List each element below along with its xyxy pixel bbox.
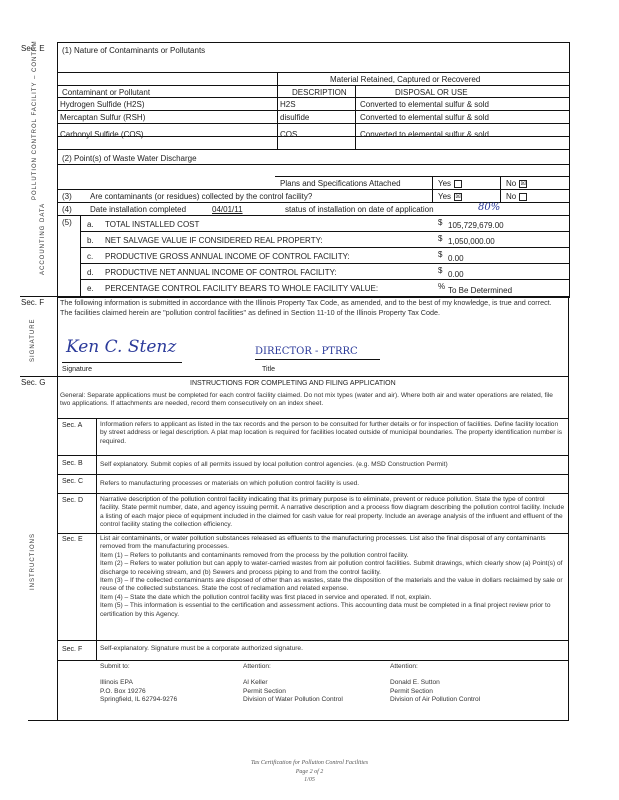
sec-g-label: Sec. G — [21, 378, 46, 387]
pollutant-cell: Mercaptan Sulfur (RSH) — [60, 113, 146, 122]
description-cell: disulfide — [280, 113, 310, 122]
item4-num: (4) — [62, 205, 72, 214]
disposal-cell: Converted to elemental sulfur & sold — [360, 113, 489, 122]
sec-g-side-label: INSTRUCTIONS — [30, 533, 36, 590]
row-label: PRODUCTIVE GROSS ANNUAL INCOME OF CONTROL FACILITY: — [105, 252, 350, 261]
percentage-value: To Be Determined — [448, 286, 513, 295]
gross-income: 0.00 — [448, 254, 464, 263]
sec-b-text: Self explanatory. Submit copies of all permits issued by local pollution control agencies. (e.g. MSD Construction Permit) — [100, 461, 448, 468]
row-symbol: $ — [438, 250, 443, 259]
net-income: 0.00 — [448, 270, 464, 279]
row-symbol: $ — [438, 234, 443, 243]
submit-to-block: Submit to: Illinois EPA P.O. Box 19276 Springfield, IL 62794-9276 — [100, 663, 178, 704]
item1-title: (1) Nature of Contaminants or Pollutants — [62, 46, 206, 55]
pollutant-cell: Carbonyl Sulfide (COS) — [60, 130, 144, 139]
footer-title: Tax Certification for Pollution Control Facilities — [250, 760, 369, 766]
net-salvage-value: 1,050,000.00 — [448, 237, 495, 246]
item5-num: (5) — [62, 218, 72, 227]
description-cell: COS — [280, 130, 298, 139]
plans-label: Plans and Specifications Attached — [280, 179, 401, 188]
attention-air-block: Attention: Donald E. Sutton Permit Section Division of Air Pollution Control — [390, 663, 481, 704]
row-symbol: % — [438, 282, 446, 291]
sec-f-label: Sec. F — [21, 298, 45, 307]
item3-num: (3) — [62, 192, 72, 201]
sec-e-side-label: POLLUTION CONTROL FACILITY – CONTAM — [32, 40, 38, 200]
item4-label: Date installation completed — [90, 205, 187, 214]
row-symbol: $ — [438, 266, 443, 275]
sec-a-label: Sec. A — [62, 422, 83, 429]
row-letter: a. — [87, 220, 94, 229]
col-disposal: DISPOSAL OR USE — [395, 88, 468, 97]
row-label: PRODUCTIVE NET ANNUAL INCOME OF CONTROL FACILITY: — [105, 268, 337, 277]
install-status: 80% — [478, 202, 501, 213]
instructions-title: INSTRUCTIONS FOR COMPLETING AND FILING APPLICATION — [190, 380, 396, 387]
item3-question: Are contaminants (or residues) collected by the control facility? — [90, 192, 313, 201]
footer-code: 1/05 — [304, 777, 315, 783]
item4-status-label: status of installation on date of application — [285, 205, 434, 214]
signature-label: Signature — [62, 366, 92, 373]
col-description: DESCRIPTION — [292, 88, 347, 97]
install-date: 04/01/11 — [212, 205, 243, 214]
sec-b-label: Sec. B — [62, 460, 83, 467]
row-letter: b. — [87, 236, 94, 245]
collected-yes-checkbox[interactable]: Yes ☒ — [438, 192, 461, 201]
title-label: Title — [262, 366, 275, 373]
sec-c-text: Refers to manufacturing processes or materials on which pollution control facility is used. — [100, 480, 360, 487]
row-label: TOTAL INSTALLED COST — [105, 220, 200, 229]
item2-title: (2) Point(s) of Waste Water Discharge — [62, 154, 197, 163]
attention-water-block: Attention: Al Keller Permit Section Division of Water Pollution Control — [243, 663, 343, 704]
general-instructions: General: Separate applications must be completed for each control facility claimed. Do not mix types (water and air). Where both air and water operations are related, file two applications. If attachments are needed, record them consecutively on an index sheet. — [60, 392, 553, 408]
material-header: Material Retained, Captured or Recovered — [330, 75, 481, 84]
sec-a-text: Information refers to applicant as listed in the tax records and the person to be consulted for further details or for inspection of facilities. Define facility location by street address or legal description. A plat map location is required for facilities located outside of municipal boundaries. The property identification number is required. — [100, 421, 563, 445]
accounting-side-label: ACCOUNTING DATA — [40, 202, 46, 275]
sec-f-side-label: SIGNATURE — [30, 318, 36, 362]
sec-d-text: Narrative description of the pollution control facility indicating that its primary purpose is to eliminate, prevent or reduce pollution. State the type of control facility. State permit number, date, and agency issuing permit. A narrative description and a process flow diagram describing the pollution control facility. Include a listing of each major piece of equipment included in the claimed for cash value for real property. Include an average analysis of the influent and effluent of the control facility stating the collection efficiency. — [100, 496, 565, 529]
sec-e-label: Sec. E — [21, 44, 45, 53]
sec-e-instr-label: Sec. E — [62, 536, 83, 543]
row-symbol: $ — [438, 218, 443, 227]
sec-d-label: Sec. D — [62, 497, 84, 504]
col-pollutant: Contaminant or Pollutant — [62, 88, 151, 97]
sec-f-instr-text: Self-explanatory. Signature must be a corporate authorized signature. — [100, 645, 303, 652]
sec-f-instr-label: Sec. F — [62, 646, 83, 653]
row-label: NET SALVAGE VALUE IF CONSIDERED REAL PROPERTY: — [105, 236, 323, 245]
total-installed-cost: 105,729,679.00 — [448, 221, 504, 230]
collected-no-checkbox[interactable]: No — [506, 192, 527, 201]
row-letter: d. — [87, 268, 94, 277]
title-value: DIRECTOR - PTRRC — [255, 346, 358, 357]
row-label: PERCENTAGE CONTROL FACILITY BEARS TO WHOLE FACILITY VALUE: — [105, 284, 379, 293]
sec-c-label: Sec. C — [62, 478, 84, 485]
row-letter: e. — [87, 284, 94, 293]
disposal-cell: Converted to elemental sulfur & sold — [360, 130, 489, 139]
pollutant-cell: Hydrogen Sulfide (H2S) — [60, 100, 145, 109]
sec-e-instr-text: List air contaminants, or water pollution substances released as effluents to the manufacturing processes. List also the final disposal of any contaminants removed from the manufacturing processes. Item (1) – Refers to pollutants and contaminants removed from the process by the pollution control facility. Item (2) – Refers to water pollution but can apply to water-carried wastes from air pollution control facilities. Submit drawings, which clearly show (a) Point(s) of discharge to receiving stream, and (b) Sewers and process piping to and from the control facility. Item (3) – If the collected contaminants are disposed of other than as wastes, state the disposition of the materials and the value in dollars reclaimed by sale or reuse of the collected substances. State the cost of reclamation and related expense. Item (4) – State the date which the pollution control facility was first placed in service and operated. If not, explain. Item (5) – This information is essential to the certification and assessment actions. This accounting data must be completed in a final project review prior to certification by this Agency. — [100, 535, 563, 618]
description-cell: H2S — [280, 100, 296, 109]
certification-statement: The following information is submitted in accordance with the Illinois Property Tax Code, as amended, and to the best of my knowledge, is true and correct. The facilities claimed herein are "pollution control facilities" as defined in Section 11-10 of the Illinois Property Tax Code. — [60, 298, 552, 317]
disposal-cell: Converted to elemental sulfur & sold — [360, 100, 489, 109]
row-letter: c. — [87, 252, 94, 261]
plans-no-checkbox[interactable]: No ☒ — [506, 179, 526, 188]
signature: Ken C. Stenz — [66, 337, 177, 357]
plans-yes-checkbox[interactable]: Yes — [438, 179, 462, 188]
footer-page: Page 2 of 2 — [295, 769, 324, 775]
